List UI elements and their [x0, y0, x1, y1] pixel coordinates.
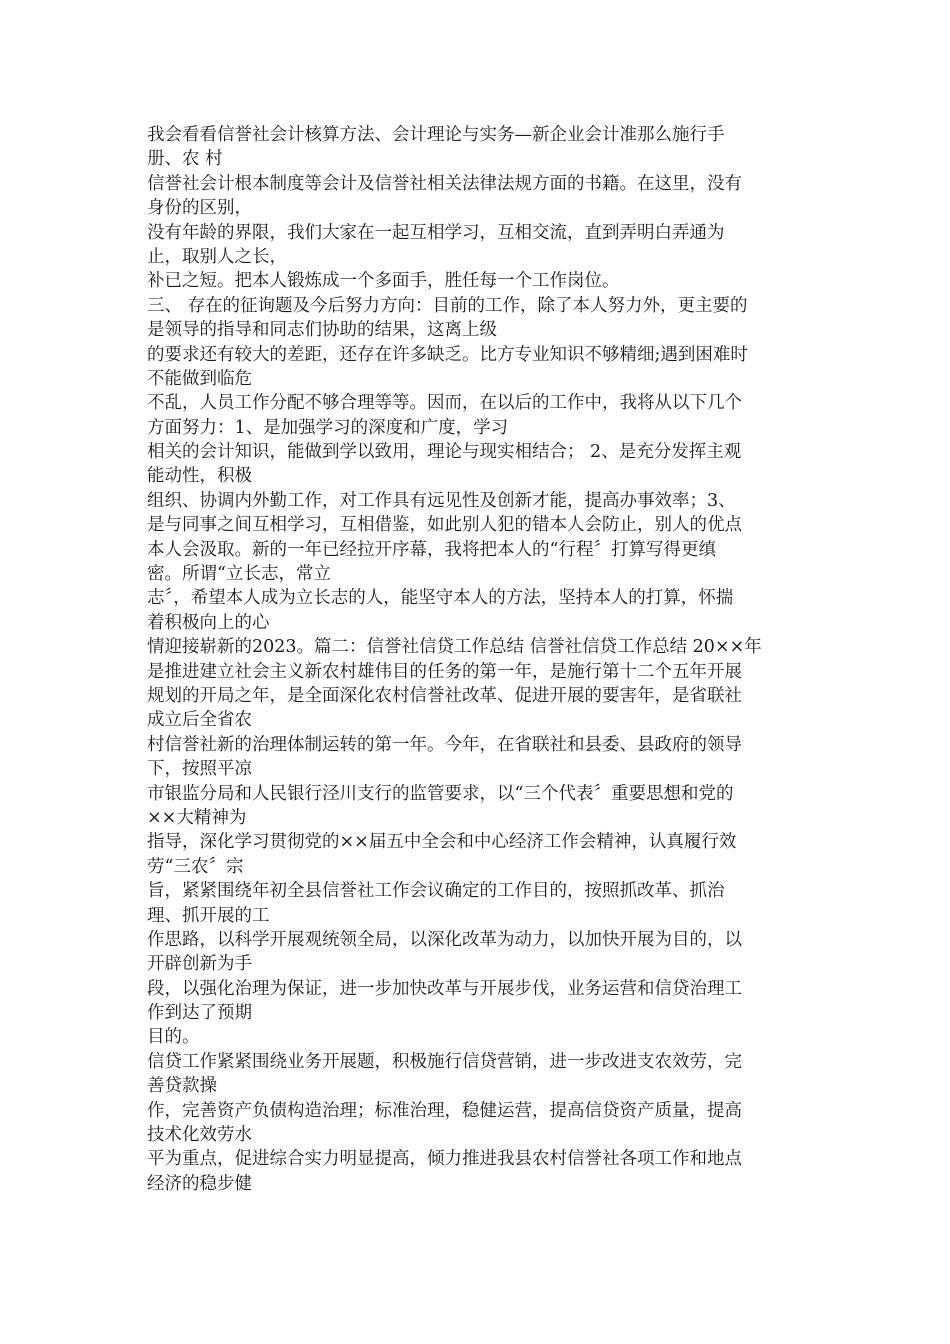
- text-line: 目的。: [147, 1027, 200, 1048]
- text-line: 补已之短。把本人锻炼成一个多面手，胜任每一个工作岗位。: [147, 271, 620, 292]
- text-line: 本人会汲取。新的一年已经拉开序幕，我将把本人的“行程〞打算写得更缜: [147, 539, 716, 560]
- text-line: 信誉社会计根本制度等会计及信誉社相关法律法规方面的书籍。在这里，没有: [147, 173, 742, 194]
- text-line: 方面努力：1、是加强学习的深度和广度，学习: [147, 417, 509, 438]
- text-line: 的要求还有较大的差距，还存在许多缺乏。比方专业知识不够精细;遇到困难时: [147, 344, 748, 365]
- text-line: 经济的稳步健: [147, 1173, 252, 1194]
- text-line: 成立后全省农: [147, 710, 252, 731]
- document-body: [147, 123, 807, 1196]
- text-line: 三、 存在的征询题及今后努力方向：目前的工作，除了本人努力外，更主要的: [147, 295, 748, 316]
- text-line: 我会看看信誉社会计核算方法、会计理论与实务—新企业会计准那么施行手: [147, 125, 725, 145]
- text-line: 是与同事之间互相学习，互相借鉴，如此别人犯的错本人会防止，别人的优点: [147, 515, 742, 536]
- text-line: 密。所谓“立长志，常立: [147, 564, 331, 585]
- text-line: 平为重点，促进综合实力明显提高，倾力推进我县农村信誉社各项工作和地点: [147, 1149, 742, 1170]
- text-line: 指导，深化学习贯彻党的××届五中全会和中心经济工作会精神，认真履行效: [147, 832, 737, 853]
- text-line: 是领导的指导和同志们协助的结果，这离上级: [147, 320, 497, 341]
- text-line: 册、农 村: [147, 149, 223, 170]
- text-line: 技术化效劳水: [147, 1125, 252, 1146]
- text-line: 劳“三农〞宗: [147, 856, 244, 877]
- text-line: 情迎接崭新的2023。篇二：信誉社信贷工作总结 信誉社信贷工作总结 20××年: [147, 637, 762, 658]
- text-line: 信贷工作紧紧围绕业务开展题，积极施行信贷营销，进一步改进支农效劳，完: [147, 1051, 742, 1072]
- text-line: 没有年龄的界限，我们大家在一起互相学习，互相交流，直到弄明白弄通为: [147, 222, 725, 243]
- text-line: 身份的区别，: [147, 198, 252, 219]
- text-line: 作到达了预期: [147, 1003, 252, 1024]
- text-line: 善贷款操: [147, 1076, 217, 1097]
- text-line: 理、抓开展的工: [147, 905, 270, 926]
- text-line: 旨，紧紧围绕年初全县信誉社工作会议确定的工作目的，按照抓改革、抓治: [147, 881, 725, 902]
- text-line: 开辟创新为手: [147, 954, 252, 975]
- text-line: 作思路，以科学开展观统领全局，以深化改革为动力，以加快开展为目的，以: [147, 929, 742, 950]
- text-line: 村信誉社新的治理体制运转的第一年。今年，在省联社和县委、县政府的领导: [147, 734, 742, 755]
- text-line: 止，取别人之长，: [147, 246, 287, 267]
- text-line: 相关的会计知识，能做到学以致用，理论与现实相结合； 2、是充分发挥主观: [147, 442, 742, 463]
- text-line: 规划的开局之年，是全面深化农村信誉社改革、促进开展的要害年，是省联社: [147, 685, 742, 706]
- text-line: 作，完善资产负债构造治理；标准治理，稳健运营，提高信贷资产质量，提高: [147, 1100, 742, 1121]
- text-line: 是推进建立社会主义新农村雄伟目的任务的第一年，是施行第十二个五年开展: [147, 661, 742, 682]
- text-line: 市银监分局和人民银行泾川支行的监管要求，以“三个代表〞重要思想和党的: [147, 783, 734, 804]
- text-line: ××大精神为: [147, 807, 247, 828]
- text-line: 段，以强化治理为保证，进一步加快改革与开展步伐，业务运营和信贷治理工: [147, 978, 742, 999]
- text-line: 不能做到临危: [147, 368, 252, 389]
- text-line: 下，按照平凉: [147, 759, 252, 780]
- text-line: 能动性，积极: [147, 466, 252, 487]
- text-line: 不乱，人员工作分配不够合理等等。因而，在以后的工作中，我将从以下几个: [147, 393, 742, 414]
- text-line: 着积极向上的心: [147, 612, 270, 633]
- text-line: 志〞，希望本人成为立长志的人，能坚守本人的方法，坚持本人的打算，怀揣: [147, 588, 734, 609]
- text-line: 组织、协调内外勤工作，对工作具有远见性及创新才能，提高办事效率；3、: [147, 490, 736, 511]
